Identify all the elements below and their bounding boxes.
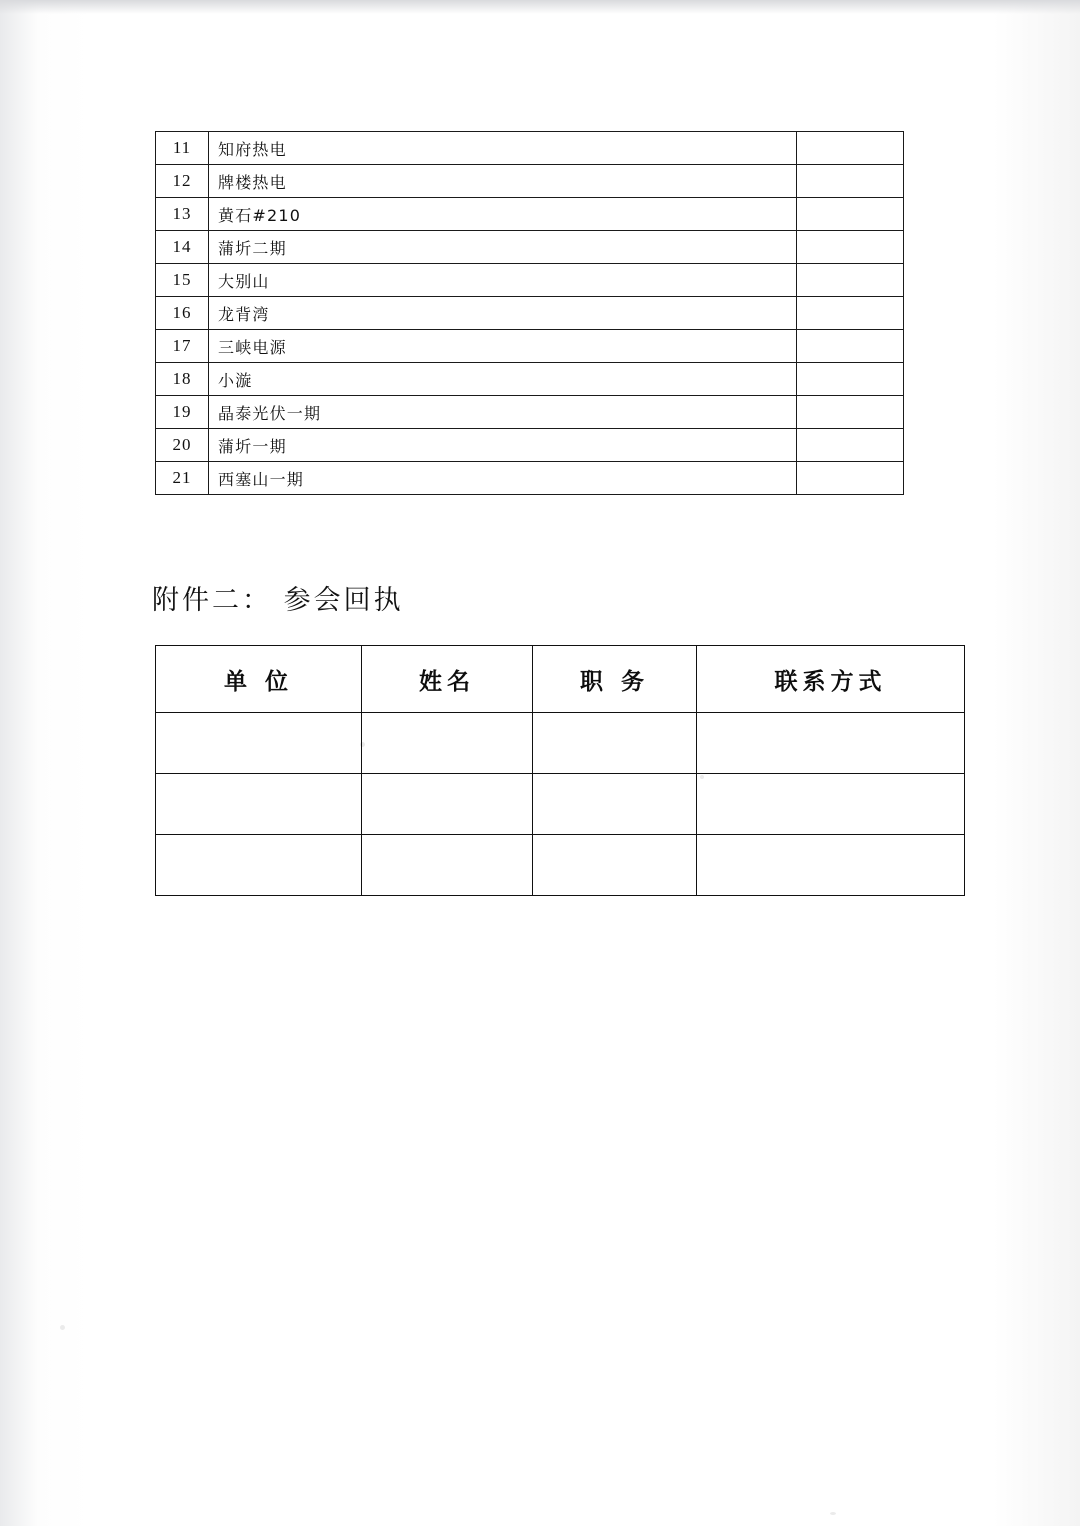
row-blank	[797, 198, 904, 231]
receipt-table-head	[156, 646, 965, 713]
row-name: 西塞山一期	[209, 462, 797, 495]
row-number: 19	[156, 396, 209, 429]
row-name: 黄石#210	[209, 198, 797, 231]
table-row	[156, 297, 904, 330]
row-name: 龙背湾	[209, 297, 797, 330]
row-number: 12	[156, 165, 209, 198]
attendance-receipt-table	[155, 645, 965, 896]
cell-unit	[156, 835, 362, 896]
cell-contact	[697, 774, 965, 835]
row-blank	[797, 264, 904, 297]
row-name: 知府热电	[209, 132, 797, 165]
column-header-title: 职 务	[533, 646, 697, 713]
cell-unit	[156, 774, 362, 835]
row-blank	[797, 462, 904, 495]
row-name: 晶泰光伏一期	[209, 396, 797, 429]
row-blank	[797, 165, 904, 198]
row-number: 15	[156, 264, 209, 297]
table-row	[156, 165, 904, 198]
row-blank	[797, 132, 904, 165]
row-blank	[797, 231, 904, 264]
table-row	[156, 264, 904, 297]
table-row	[156, 363, 904, 396]
column-header-name: 姓名	[362, 646, 533, 713]
cell-contact	[697, 713, 965, 774]
table-row	[156, 462, 904, 495]
row-number: 14	[156, 231, 209, 264]
row-number: 20	[156, 429, 209, 462]
row-number: 21	[156, 462, 209, 495]
table-row	[156, 713, 965, 774]
row-name: 蒲圻一期	[209, 429, 797, 462]
section-heading: 附件二： 参会回执	[152, 585, 404, 616]
row-blank	[797, 330, 904, 363]
row-number: 18	[156, 363, 209, 396]
table-row	[156, 198, 904, 231]
table-row	[156, 774, 965, 835]
row-blank	[797, 429, 904, 462]
row-name: 大别山	[209, 264, 797, 297]
row-blank	[797, 297, 904, 330]
table-row	[156, 132, 904, 165]
row-name: 三峡电源	[209, 330, 797, 363]
table-row	[156, 835, 965, 896]
receipt-table-body	[156, 713, 965, 896]
table-row	[156, 330, 904, 363]
plant-list-body	[156, 132, 904, 495]
table-row	[156, 396, 904, 429]
cell-name	[362, 835, 533, 896]
row-number: 13	[156, 198, 209, 231]
column-header-unit: 单 位	[156, 646, 362, 713]
row-number: 17	[156, 330, 209, 363]
row-name: 蒲圻二期	[209, 231, 797, 264]
cell-contact	[697, 835, 965, 896]
cell-title	[533, 835, 697, 896]
table-row	[156, 231, 904, 264]
row-blank	[797, 396, 904, 429]
cell-title	[533, 713, 697, 774]
row-number: 11	[156, 132, 209, 165]
row-blank	[797, 363, 904, 396]
row-name: 牌楼热电	[209, 165, 797, 198]
cell-name	[362, 774, 533, 835]
plant-list-table	[155, 131, 904, 495]
cell-name	[362, 713, 533, 774]
row-number: 16	[156, 297, 209, 330]
cell-unit	[156, 713, 362, 774]
row-name: 小漩	[209, 363, 797, 396]
cell-title	[533, 774, 697, 835]
table-header-row	[156, 646, 965, 713]
column-header-contact: 联系方式	[697, 646, 965, 713]
table-row	[156, 429, 904, 462]
